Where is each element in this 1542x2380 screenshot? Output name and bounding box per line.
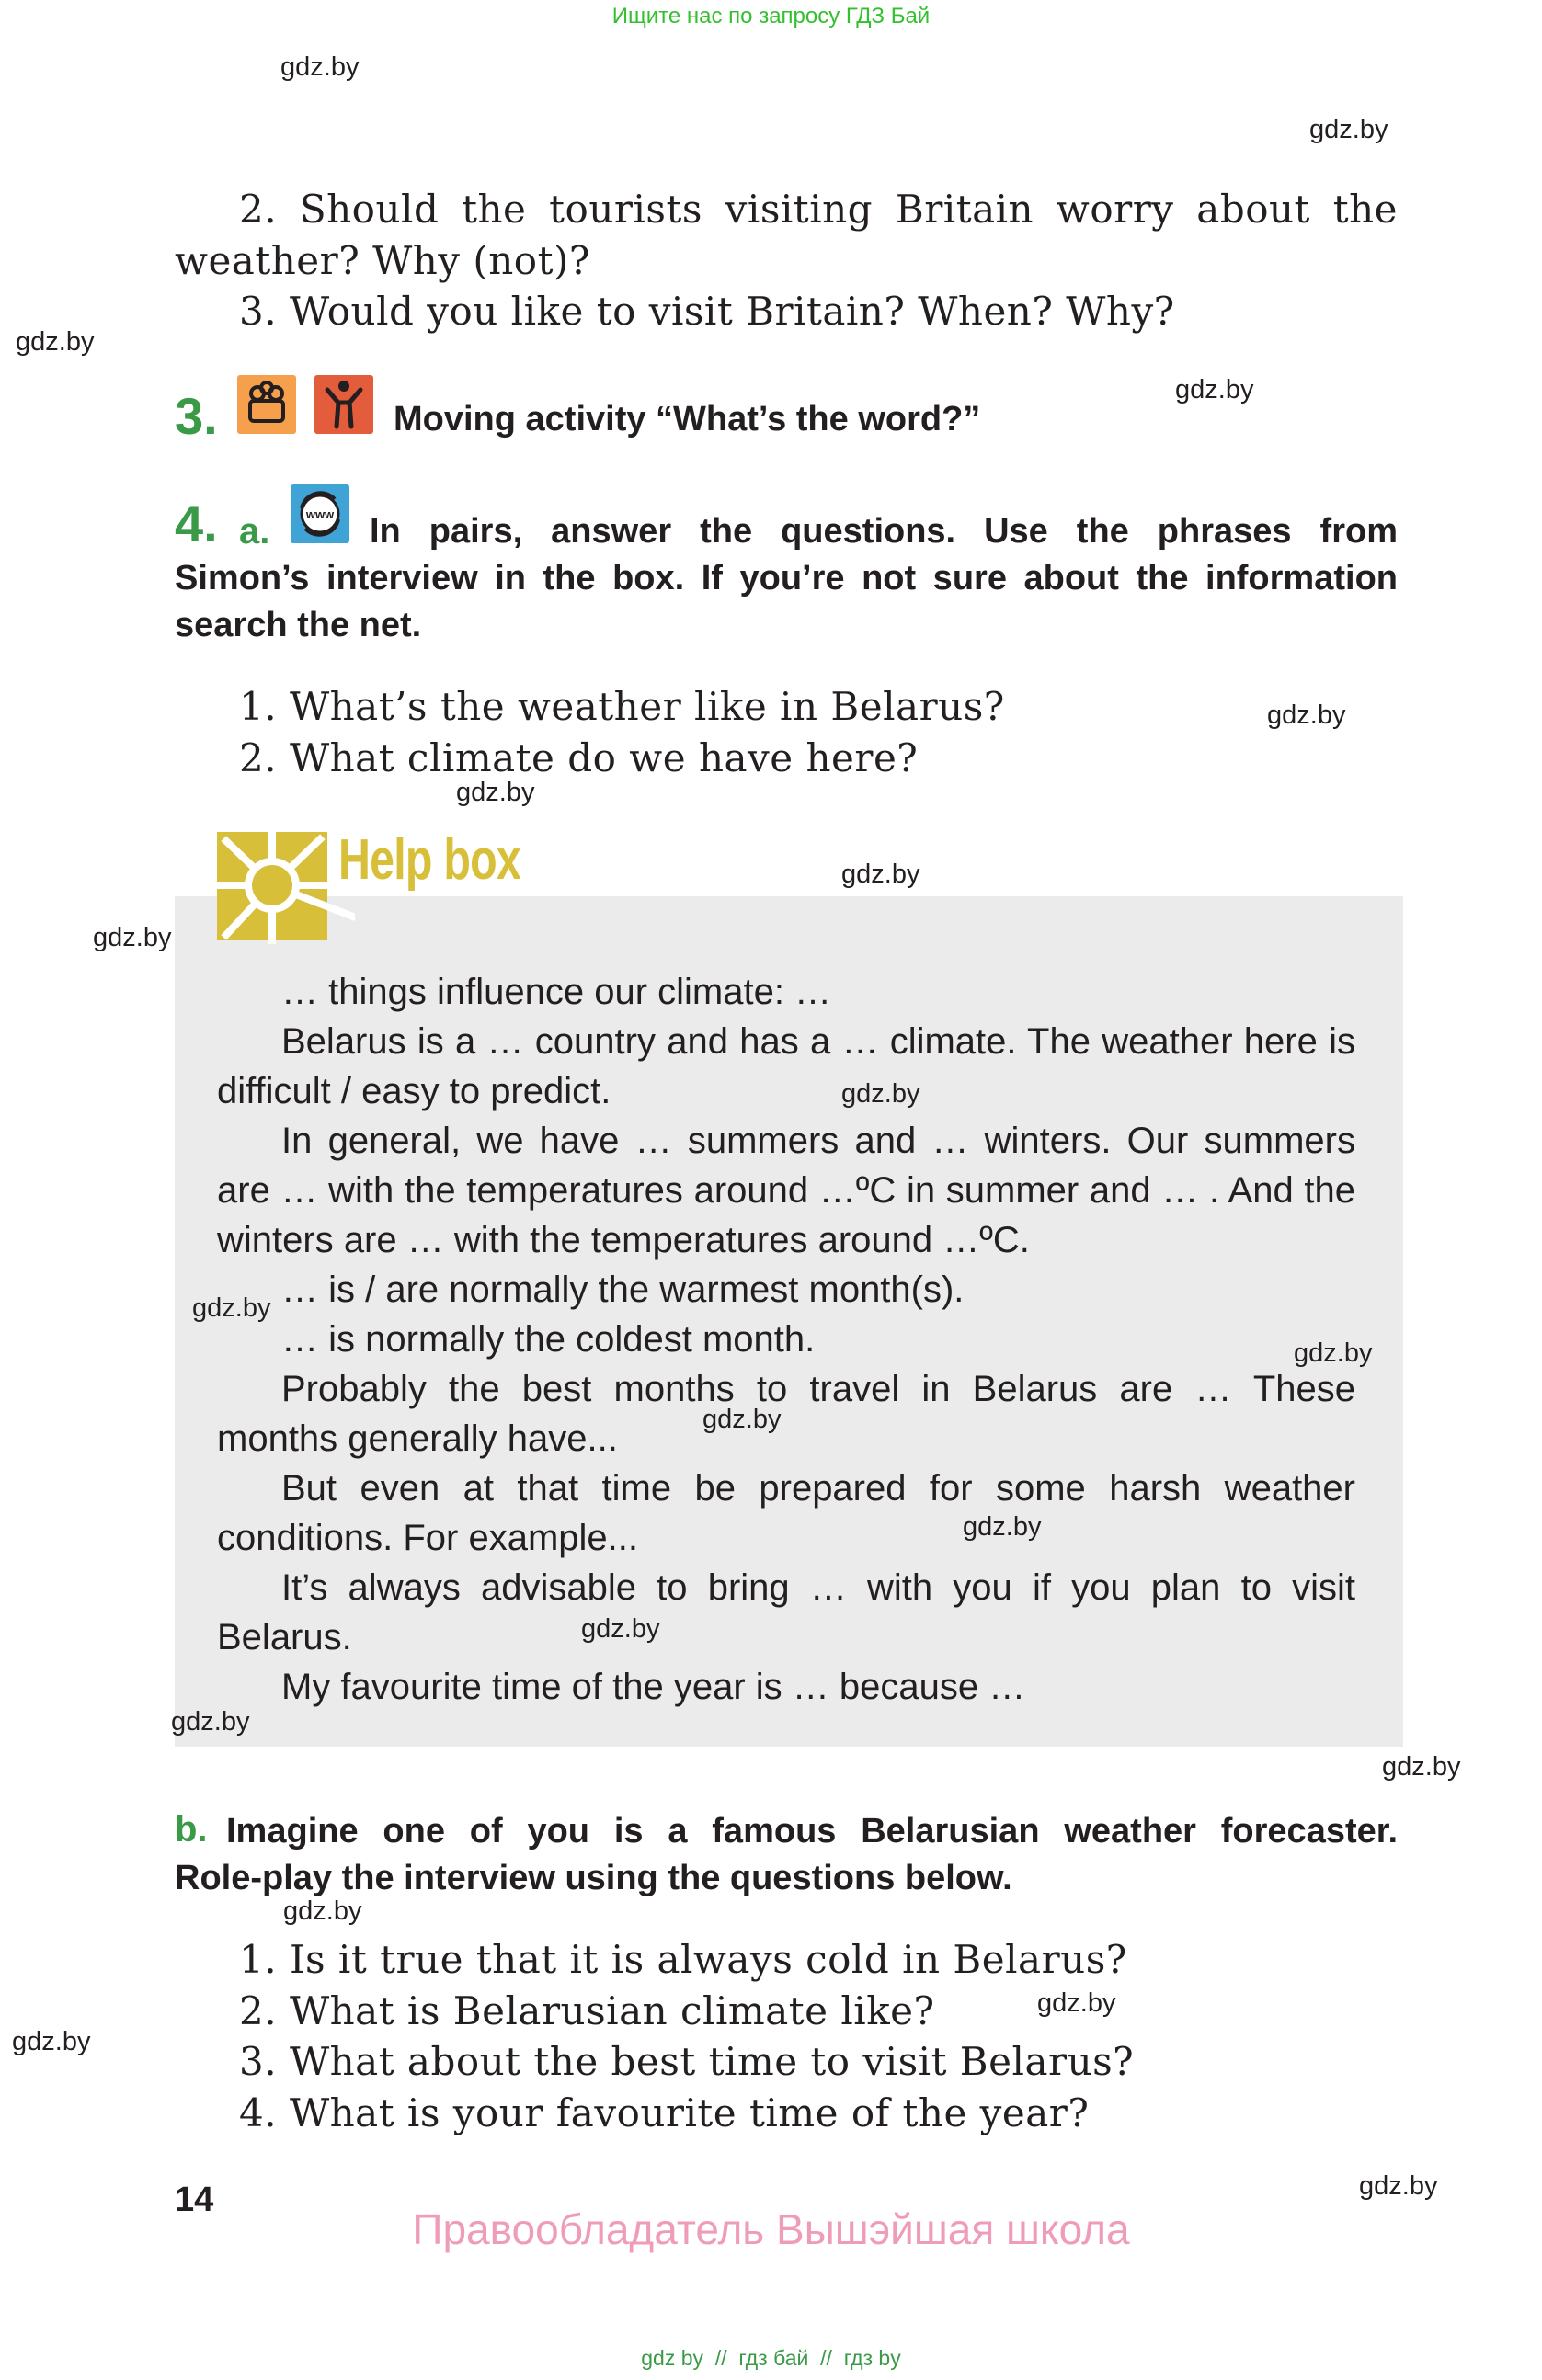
moving-person-icon [314, 375, 373, 434]
question-number: 1. [239, 684, 278, 729]
watermark: gdz.by [841, 1079, 920, 1109]
watermark: gdz.by [192, 1293, 271, 1323]
watermark: gdz.by [1267, 700, 1346, 730]
www-refresh-icon [291, 484, 349, 543]
task4a-line3: search the net. [175, 606, 422, 644]
watermark: gdz.by [1359, 2171, 1438, 2201]
task4b-line2: Role-play the interview using the questions below. [175, 1859, 1012, 1897]
help-box-content [217, 967, 1355, 1712]
task4a-line1: In pairs, answer the questions. Use the phrases from [370, 512, 1398, 551]
watermark: gdz.by [1382, 1752, 1461, 1782]
question-top-3 [239, 286, 1175, 337]
question-text: Would you like to visit Britain? When? Why? [289, 289, 1175, 334]
question-top-2 [175, 184, 1398, 235]
top-banner[interactable]: Ищите нас по запросу ГДЗ Бай [611, 4, 931, 28]
question-number: 1. [239, 1937, 278, 1982]
question-number: 2. [239, 187, 278, 232]
task4b-question-2 [239, 1986, 935, 2037]
watermark: gdz.by [280, 52, 360, 82]
task4b-letter: b. [175, 1809, 208, 1850]
question-number: 3. [239, 289, 278, 334]
watermark: gdz.by [283, 1896, 362, 1926]
watermark: gdz.by [963, 1512, 1042, 1542]
question-number: 4. [239, 2090, 278, 2135]
help-paragraph: Belarus is a … country and has a … climate. The weather here is difficult / easy to predict. [217, 1021, 1355, 1111]
help-paragraph: It’s always advisable to bring … with you if you plan to visit Belarus. [217, 1567, 1355, 1657]
question-text: What is Belarusian climate like? [289, 1988, 935, 2033]
watermark: gdz.by [1294, 1338, 1373, 1368]
task3-number: 3. [175, 387, 218, 445]
task4b-question-4 [239, 2088, 1089, 2139]
help-paragraph: … things influence our climate: … [281, 972, 832, 1012]
task4b-line1: Imagine one of you is a famous Belarusian weather forecaster. [226, 1812, 1398, 1850]
help-paragraph: My favourite time of the year is … because … [281, 1667, 1026, 1707]
watermark: gdz.by [581, 1614, 660, 1644]
watermark: gdz.by [171, 1707, 250, 1737]
watermark: gdz.by [12, 2027, 91, 2056]
watermark: gdz.by [1175, 375, 1254, 404]
sun-icon [217, 832, 355, 951]
question-text: Is it true that it is always cold in Belarus? [289, 1937, 1127, 1982]
svg-text:www: www [305, 507, 335, 521]
help-paragraph: But even at that time be prepared for some harsh weather conditions. For example... [217, 1468, 1355, 1558]
watermark: gdz.by [93, 923, 172, 952]
watermark: gdz.by [1309, 115, 1388, 144]
question-number: 3. [239, 2039, 278, 2084]
watermark: gdz.by [456, 778, 535, 807]
watermark: gdz.by [16, 327, 95, 357]
watermark: gdz.by [1037, 1988, 1116, 2018]
copyright-notice: Правообладатель Вышэйшая школа [412, 2205, 1130, 2253]
question-text: What climate do we have here? [289, 735, 919, 780]
task4b-question-1 [239, 1934, 1127, 1986]
task4a-line2: Simon’s interview in the box. If you’re not sure about the information [175, 559, 1398, 598]
help-box-title: Help box [338, 828, 520, 892]
task4a-question-2 [239, 733, 918, 784]
bottom-links[interactable]: gdz by // гдз бай // гдз by [641, 2346, 901, 2370]
question-top-2-cont: weather? Why (not)? [175, 238, 590, 283]
help-paragraph: In general, we have … summers and … winters. Our summers are … with the temperatures around …ºC in summer and … . And the winters are … with the temperatures around …ºC. [217, 1121, 1355, 1260]
question-number: 2. [239, 735, 278, 780]
help-paragraph: … is / are normally the warmest month(s). [281, 1270, 965, 1310]
question-number: 2. [239, 1988, 278, 2033]
task3-title: Moving activity “What’s the word?” [394, 400, 981, 438]
question-text: Should the tourists visiting Britain worry about the [299, 187, 1398, 232]
task4b-question-3 [239, 2036, 1134, 2088]
page-number: 14 [175, 2181, 214, 2219]
watermark: gdz.by [841, 860, 920, 889]
task4-number: 4. [175, 495, 218, 552]
group-work-icon [237, 375, 296, 434]
question-text: What’s the weather like in Belarus? [289, 684, 1005, 729]
question-text: What about the best time to visit Belarus? [289, 2039, 1135, 2084]
help-paragraph: Probably the best months to travel in Belarus are … These months generally have... [217, 1369, 1355, 1459]
question-text: What is your favourite time of the year? [289, 2090, 1090, 2135]
watermark: gdz.by [702, 1405, 782, 1434]
task4a-question-1 [239, 681, 1005, 733]
help-paragraph: … is normally the coldest month. [281, 1319, 816, 1360]
task4a-letter: a. [239, 511, 270, 552]
